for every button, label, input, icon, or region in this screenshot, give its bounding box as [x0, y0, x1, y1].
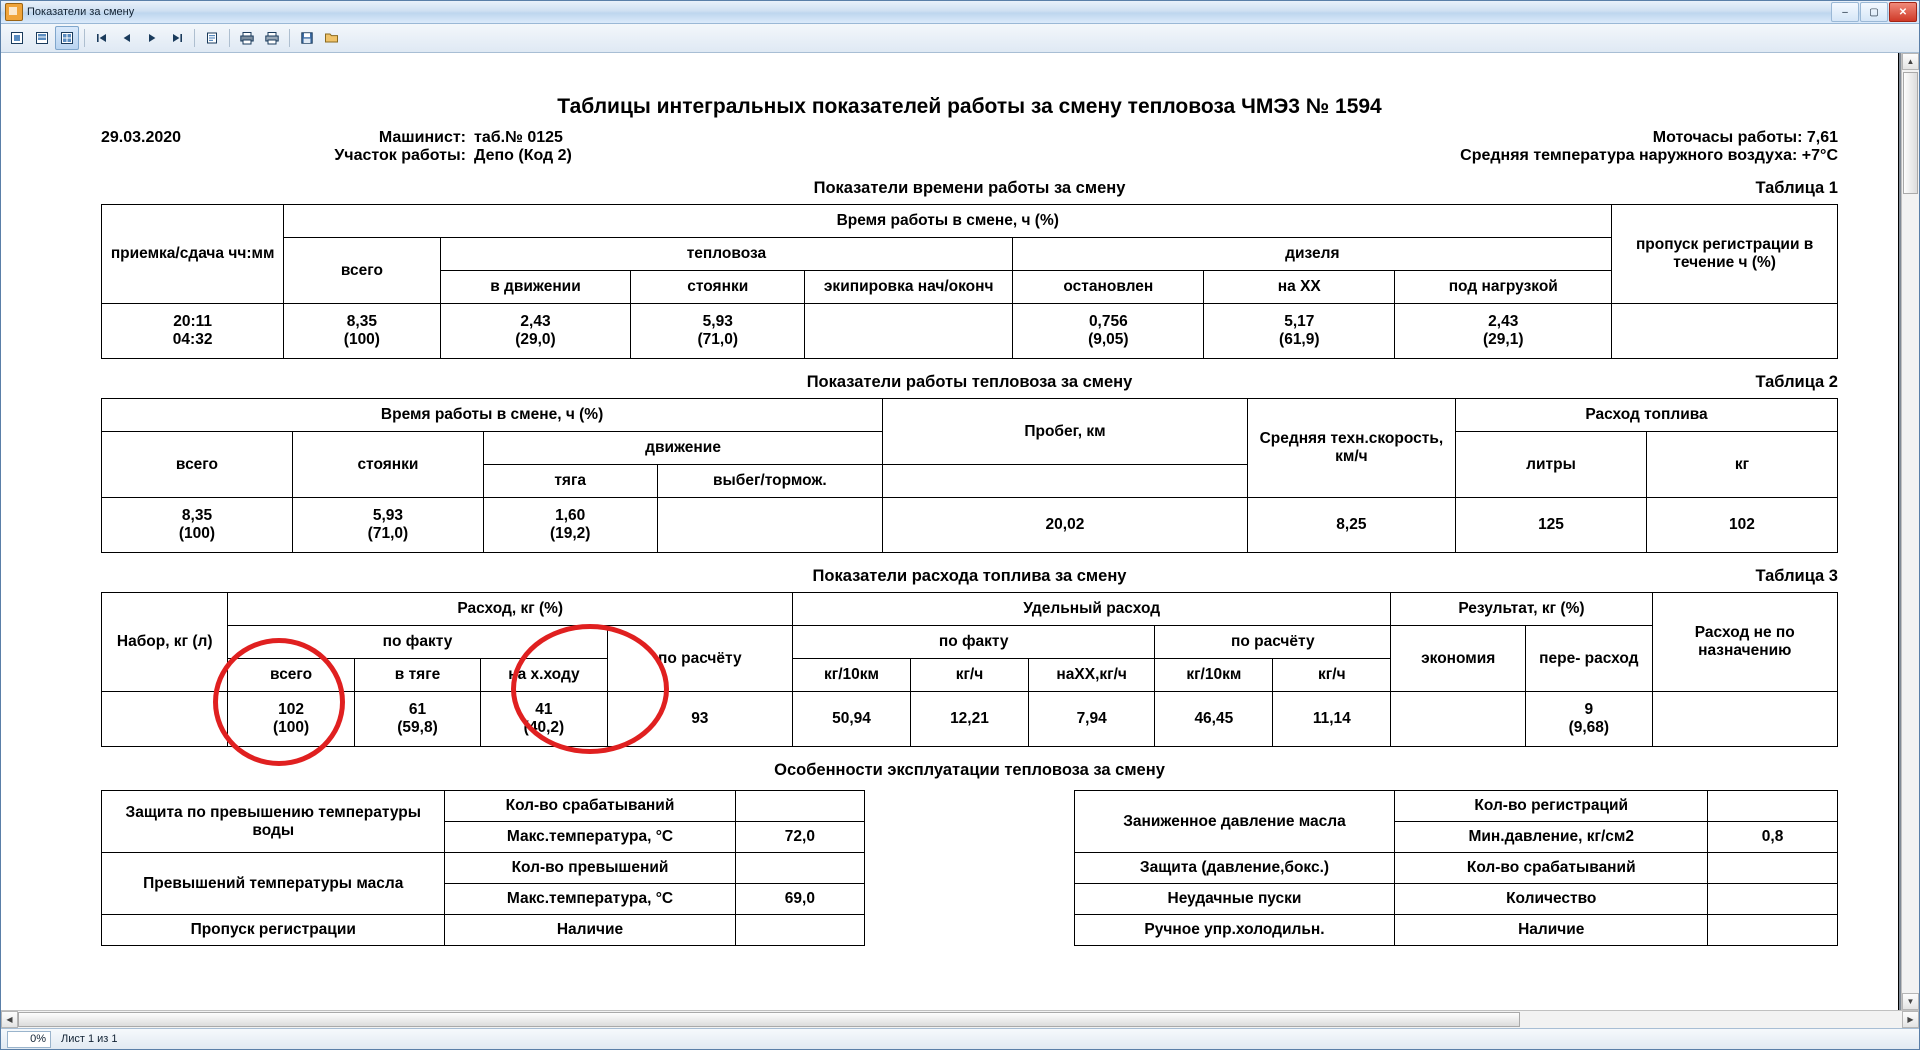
- report-date: 29.03.2020: [101, 129, 182, 146]
- t1-v-pickup-1: 20:11: [173, 313, 213, 331]
- t3-v-economy: [1391, 692, 1526, 747]
- t3-v-overrun-2: (9,68): [1568, 719, 1610, 736]
- t1-v-load-2: (29,1): [1483, 331, 1524, 348]
- t1-v-stops: [631, 304, 805, 359]
- report-page: [1, 53, 1899, 1010]
- t3-v-overrun-1: 9: [1584, 701, 1594, 719]
- vertical-scroll-thumb[interactable]: [1903, 72, 1918, 194]
- t3-v-total: [228, 692, 354, 747]
- driver-label: Машинист:: [378, 129, 466, 146]
- t2-v-stops-1: 5,93: [372, 507, 404, 525]
- t2-v-total-2: (100): [178, 525, 216, 542]
- page-info: Лист 1 из 1: [61, 1033, 118, 1045]
- t3-h-kg10km-calc: кг/10км: [1155, 659, 1273, 692]
- t1-v-stops-1: 5,93: [702, 313, 733, 331]
- t4l-name-4: Пропуск регистрации: [102, 915, 445, 946]
- table-row: [102, 593, 1838, 626]
- t3-h-idle: на х.ходу: [481, 659, 607, 692]
- t1-v-idle-2: (61,9): [1279, 331, 1320, 348]
- t2-h-liters: литры: [1456, 432, 1647, 498]
- t4r-param-0: Кол-во регистраций: [1395, 791, 1708, 822]
- open-button[interactable]: [320, 26, 344, 50]
- scroll-up-button[interactable]: ▲: [1902, 53, 1919, 70]
- table-row: [102, 304, 1838, 359]
- report-header-left: [101, 129, 661, 165]
- table-row: [1074, 853, 1837, 884]
- toolbar-separator: [229, 29, 230, 47]
- table3-caption: Показатели расхода топлива за смену: [812, 567, 1127, 585]
- prev-page-button[interactable]: [115, 26, 139, 50]
- t4l-param-2: Кол-во превышений: [445, 853, 735, 884]
- table1-caption-row: [101, 179, 1838, 198]
- t3-h-overrun: пере- расход: [1526, 626, 1652, 692]
- t4r-value-1: 0,8: [1708, 822, 1838, 853]
- t1-v-stopped-1: 0,756: [1088, 313, 1128, 331]
- table-row: [102, 692, 1838, 747]
- view-zoom-page-button[interactable]: [55, 26, 79, 50]
- t1-h-total: всего: [284, 238, 440, 304]
- last-page-button[interactable]: [165, 26, 189, 50]
- t4l-value-2: [735, 853, 865, 884]
- t2-v-traction-2: (19,2): [549, 525, 591, 542]
- t4l-param-1: Макс.температура, °С: [445, 822, 735, 853]
- table-3: [101, 592, 1838, 747]
- t3-v-kg10km: 50,94: [793, 692, 911, 747]
- t3-h-spec-fact: по факту: [793, 626, 1155, 659]
- t4l-param-3: Макс.температура, °С: [445, 884, 735, 915]
- t2-v-speed: 8,25: [1247, 498, 1455, 553]
- t4l-value-0: [735, 791, 865, 822]
- t1-v-pickup: [102, 304, 284, 359]
- t1-v-idle: [1204, 304, 1395, 359]
- t3-h-kgh-xx: наXX,кг/ч: [1028, 659, 1154, 692]
- t3-h-spec-calc: по расчёту: [1155, 626, 1391, 659]
- t2-h-total: всего: [102, 432, 293, 498]
- t2-h-traction: тяга: [483, 465, 657, 498]
- t3-v-kgh: 12,21: [910, 692, 1028, 747]
- t3-h-traction: в тяге: [354, 659, 480, 692]
- window-title: Показатели за смену: [27, 6, 135, 18]
- print-setup-button[interactable]: [235, 26, 259, 50]
- t1-v-total: [284, 304, 440, 359]
- t1-h-loco: тепловоза: [440, 238, 1013, 271]
- table-4-group: [101, 790, 1838, 946]
- t2-v-total: [102, 498, 293, 553]
- t3-v-idle-1: 41: [535, 701, 553, 719]
- t4l-name-2: Превышений температуры масла: [102, 853, 445, 915]
- t2-h-coast: выбег/тормож.: [657, 465, 883, 498]
- table-row: [102, 791, 865, 822]
- t2-v-total-1: 8,35: [181, 507, 213, 525]
- t2-h-kg: кг: [1646, 432, 1837, 498]
- table-row: [102, 915, 865, 946]
- table-row: [1074, 915, 1837, 946]
- table-4-right: [1074, 790, 1838, 946]
- temperature-line: [1460, 147, 1838, 165]
- t2-h-mileage-sub: [883, 465, 1248, 498]
- t1-h-stops: стоянки: [631, 271, 805, 304]
- status-bar: [1, 1028, 1919, 1049]
- t3-h-set: Набор, кг (л): [102, 593, 228, 692]
- t3-h-kg10km: кг/10км: [793, 659, 911, 692]
- title-bar: [1, 1, 1919, 24]
- t1-v-stopped: [1013, 304, 1204, 359]
- t2-h-speed: Средняя техн.скорость, км/ч: [1247, 399, 1455, 498]
- t1-v-skip: [1612, 304, 1838, 359]
- t2-v-stops: [292, 498, 483, 553]
- table-row: [102, 498, 1838, 553]
- maximize-button[interactable]: ▢: [1860, 2, 1888, 22]
- t3-v-traction: [354, 692, 480, 747]
- t3-h-fact: по факту: [228, 626, 607, 659]
- t3-v-total-1: 102: [278, 701, 305, 719]
- t3-v-traction-1: 61: [408, 701, 427, 719]
- header-spacer: [101, 147, 251, 165]
- view-single-page-button[interactable]: [5, 26, 29, 50]
- table2-caption: Показатели работы тепловоза за смену: [806, 373, 1133, 391]
- toolbar-separator: [289, 29, 290, 47]
- table-row: [102, 205, 1838, 238]
- motohours-line: [1460, 129, 1838, 147]
- table-1: [101, 204, 1838, 359]
- t4r-name-2: Защита (давление,бокс.): [1074, 853, 1395, 884]
- t3-v-idle: [481, 692, 607, 747]
- motohours-label: Моточасы работы:: [1652, 129, 1803, 146]
- section-value: Депо (Код 2): [474, 147, 572, 164]
- horizontal-scroll-track[interactable]: [18, 1011, 1902, 1028]
- save-button[interactable]: [295, 26, 319, 50]
- t3-h-misuse: Расход не по назначению: [1652, 593, 1837, 692]
- t1-v-total-1: 8,35: [346, 313, 377, 331]
- t4r-name-3: Неудачные пуски: [1074, 884, 1395, 915]
- t1-v-moving-2: (29,0): [515, 331, 556, 348]
- table-row: [102, 399, 1838, 432]
- t3-h-kgh-calc: кг/ч: [1273, 659, 1391, 692]
- t2-h-motion: движение: [483, 432, 882, 465]
- t3-v-kgh-calc: 11,14: [1273, 692, 1391, 747]
- t4r-value-0: [1708, 791, 1838, 822]
- table-4-right-wrap: [1074, 790, 1838, 946]
- t3-h-total: всего: [228, 659, 354, 692]
- scroll-down-button[interactable]: ▼: [1902, 993, 1919, 1010]
- t1-v-total-2: (100): [343, 331, 380, 348]
- t1-h-worktime: Время работы в смене, ч (%): [284, 205, 1612, 238]
- toolbar: [1, 24, 1919, 53]
- t4r-name-4: Ручное упр.холодильн.: [1074, 915, 1395, 946]
- t1-h-idle: на ХХ: [1204, 271, 1395, 304]
- t3-h-result: Результат, кг (%): [1391, 593, 1652, 626]
- table-row: [1074, 791, 1837, 822]
- view-multi-page-button[interactable]: [30, 26, 54, 50]
- table-row: [102, 626, 1838, 659]
- t4l-value-4: [735, 915, 865, 946]
- table2-number: Таблица 2: [1755, 373, 1838, 391]
- table-4-gap: [865, 790, 1073, 946]
- vertical-scroll-track[interactable]: [1902, 70, 1919, 993]
- t2-v-coast: [657, 498, 883, 553]
- motohours-value: 7,61: [1806, 129, 1838, 146]
- first-page-button[interactable]: [90, 26, 114, 50]
- scroll-right-button[interactable]: ▶: [1902, 1011, 1919, 1028]
- table3-number: Таблица 3: [1755, 567, 1838, 585]
- table-2: [101, 398, 1838, 553]
- t3-h-calc: по расчёту: [607, 626, 792, 692]
- driver-value: таб.№ 0125: [474, 129, 563, 146]
- t4r-param-2: Кол-во срабатываний: [1395, 853, 1708, 884]
- t3-v-kg10km-calc: 46,45: [1155, 692, 1273, 747]
- t3-v-total-2: (100): [273, 719, 310, 736]
- header-line-driver: [101, 129, 661, 147]
- table4-caption-row: [101, 761, 1838, 780]
- t1-v-moving: [440, 304, 631, 359]
- t1-v-load: [1395, 304, 1612, 359]
- document-scroll-region[interactable]: [1, 53, 1901, 1010]
- t4r-value-4: [1708, 915, 1838, 946]
- t1-v-idle-1: 5,17: [1284, 313, 1315, 331]
- t2-h-worktime: Время работы в смене, ч (%): [102, 399, 883, 432]
- t2-v-traction-1: 1,60: [555, 507, 586, 525]
- table2-caption-row: [101, 373, 1838, 392]
- t4r-value-3: [1708, 884, 1838, 915]
- table1-caption: Показатели времени работы за смену: [813, 179, 1126, 197]
- t1-v-moving-1: 2,43: [520, 313, 551, 331]
- t1-h-stopped: остановлен: [1013, 271, 1204, 304]
- t1-v-load-1: 2,43: [1488, 313, 1519, 331]
- t4r-param-3: Количество: [1395, 884, 1708, 915]
- t1-h-diesel: дизеля: [1013, 238, 1612, 271]
- t1-h-skip: пропуск регистрации в течение ч (%): [1612, 205, 1838, 304]
- t3-v-misuse: [1652, 692, 1837, 747]
- t4r-param-1: Мин.давление, кг/см2: [1395, 822, 1708, 853]
- page-setup-button[interactable]: [200, 26, 224, 50]
- toolbar-separator: [84, 29, 85, 47]
- table-4-left: [101, 790, 865, 946]
- t2-h-fuel: Расход топлива: [1456, 399, 1838, 432]
- t3-v-kgh-xx: 7,94: [1028, 692, 1154, 747]
- t4r-name-0: Заниженное давление масла: [1074, 791, 1395, 853]
- t2-v-liters: 125: [1456, 498, 1647, 553]
- t3-h-kgh: кг/ч: [910, 659, 1028, 692]
- window-controls: [1830, 2, 1917, 22]
- horizontal-scrollbar[interactable]: [1, 1010, 1919, 1028]
- t2-v-mileage: 20,02: [883, 498, 1248, 553]
- print-button[interactable]: [260, 26, 284, 50]
- t4l-value-3: 69,0: [735, 884, 865, 915]
- report-header: [101, 129, 1838, 165]
- t3-v-calc: 93: [607, 692, 792, 747]
- t4l-param-0: Кол-во срабатываний: [445, 791, 735, 822]
- t4l-name-0: Защита по превышению температуры воды: [102, 791, 445, 853]
- table4-caption: Особенности эксплуатации тепловоза за смену: [774, 761, 1165, 779]
- t3-h-specific: Удельный расход: [793, 593, 1391, 626]
- t2-v-kg: 102: [1646, 498, 1837, 553]
- temperature-value: +7°C: [1801, 147, 1838, 164]
- scroll-left-button[interactable]: ◀: [1, 1011, 18, 1028]
- t3-h-consumption: Расход, кг (%): [228, 593, 793, 626]
- t1-v-pickup-2: 04:32: [172, 331, 213, 348]
- zoom-level[interactable]: 0%: [7, 1031, 51, 1048]
- t3-v-overrun: [1526, 692, 1652, 747]
- report-icon: [5, 3, 23, 21]
- next-page-button[interactable]: [140, 26, 164, 50]
- t1-h-load: под нагрузкой: [1395, 271, 1612, 304]
- t4r-param-4: Наличие: [1395, 915, 1708, 946]
- t4l-value-1: 72,0: [735, 822, 865, 853]
- t2-h-mileage: Пробег, км: [883, 399, 1248, 465]
- t2-h-stops: стоянки: [292, 432, 483, 498]
- t2-v-stops-2: (71,0): [367, 525, 409, 542]
- temperature-label: Средняя температура наружного воздуха:: [1460, 147, 1798, 164]
- table3-wrapper: [101, 592, 1838, 747]
- page-title: Таблицы интегральных показателей работы за смену тепловоза ЧМЭ3 № 1594: [557, 95, 1382, 118]
- t1-v-stops-2: (71,0): [697, 331, 738, 348]
- table-row: [102, 238, 1838, 271]
- table3-caption-row: [101, 567, 1838, 586]
- t3-h-economy: экономия: [1391, 626, 1526, 692]
- t2-v-traction: [483, 498, 657, 553]
- vertical-scrollbar[interactable]: [1901, 53, 1919, 1010]
- t3-v-idle-2: (40,2): [523, 719, 565, 736]
- header-line-section: [101, 147, 661, 165]
- minimize-button[interactable]: –: [1831, 2, 1859, 22]
- toolbar-separator: [194, 29, 195, 47]
- table-row: [1074, 884, 1837, 915]
- document-area: [1, 53, 1919, 1010]
- table1-number: Таблица 1: [1755, 179, 1838, 197]
- t1-v-equip: [805, 304, 1013, 359]
- t1-h-pickup: приемка/сдача чч:мм: [102, 205, 284, 304]
- t1-h-moving: в движении: [440, 271, 631, 304]
- close-button[interactable]: ✕: [1889, 2, 1917, 22]
- horizontal-scroll-thumb[interactable]: [18, 1012, 1520, 1027]
- table-row: [102, 853, 865, 884]
- t1-h-equip: экипировка нач/оконч: [805, 271, 1013, 304]
- t3-v-traction-2: (59,8): [397, 719, 438, 736]
- table-4-left-wrap: [101, 790, 865, 946]
- t4r-value-2: [1708, 853, 1838, 884]
- section-label: Участок работы:: [334, 147, 466, 164]
- t1-v-stopped-2: (9,05): [1088, 331, 1129, 348]
- t3-v-set: [102, 692, 228, 747]
- report-header-right: [1460, 129, 1838, 165]
- t4l-param-4: Наличие: [445, 915, 735, 946]
